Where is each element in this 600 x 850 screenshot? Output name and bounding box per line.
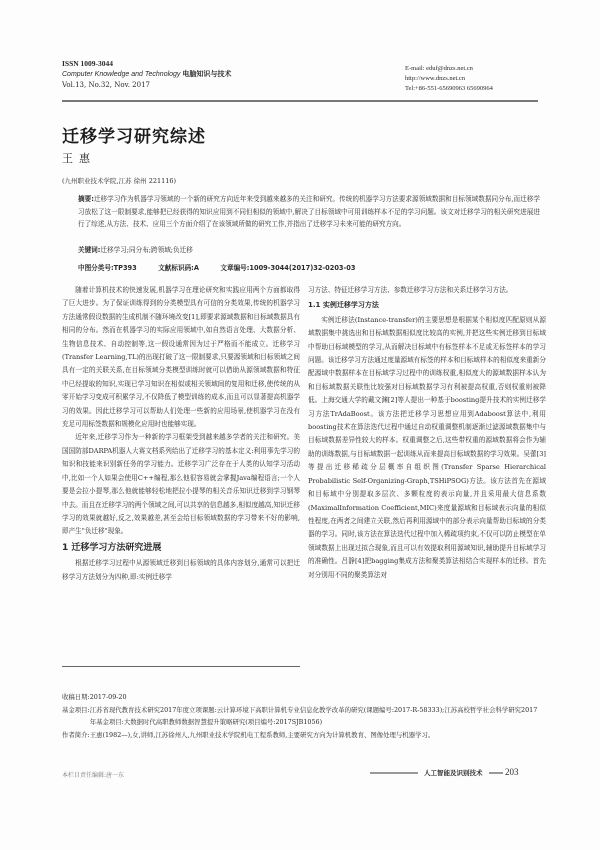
keywords: [78, 244, 193, 254]
column-editor: 本栏目责任编辑:唐一东: [62, 772, 125, 779]
author-bio: [62, 729, 542, 742]
footnotes: [62, 691, 542, 741]
journal-header-right: [405, 64, 493, 94]
author-affiliation: (九州职业技术学院,江苏 徐州 221116): [62, 177, 177, 185]
body-column-left: [62, 284, 300, 584]
classification-line: [78, 262, 355, 272]
doc-code-label: 文献标识码:: [158, 264, 194, 272]
journal-name: [62, 69, 231, 80]
section-name: 人工智能及识别技术: [424, 769, 483, 777]
clc-value: TP393: [113, 264, 137, 272]
article-author: 王惠: [62, 152, 96, 165]
abstract-text: 迁移学习作为机器学习领域的一个新的研究方向近年来受到越来越多的关注和研究。传统的机器学习方法要求源领域数据和目标领域数据同分布,而迁移学习放松了这一限制要求,能够把已经获得的知识应用到不同但相似的领域中,解决了目标领域中可用训练样本不足的学习问题。该文对迁移学习的相关研究进展进行了综述,从方法、技术、应用三个方面介绍了在该领域所做的研究工作,并指出了迁移学习未来可能的研究方向。: [78, 195, 540, 228]
keywords-label: 关键词:: [78, 246, 101, 254]
journal-name-en: Computer Knowledge and Technology: [62, 71, 181, 78]
volume-info: Vol.13, No.32, Nov. 2017: [62, 81, 150, 89]
paragraph: 实例迁移法(Instance-transfer)的主要思想是根据某个相似度匹配原则从源域数据集中挑选出和目标域数据相似度比较高的实例,并把这些实例迁移到目标域中帮助目标域模型的学习,从而解决目标域中有标签样本不足或无标签样本的学习问题。该迁移学习方法通过度量源域有标签的样本和目标域样本的相似度来重新分配源域中数据样本在目标域学习过程中的训练权重,相似度大的源域数据样本认为和目标域数据关联性比较强对目标域数据学习有利被提高权重,否则权重则被降低。上海交通大学的戴文渊[2]等人提出一种基于boosting提升技术的实例迁移学习方法TrAdaBoost。该方法把迁移学习思想应用到Adaboost算法中,利用boosting技术在算法迭代过程中通过自动权重调整机制逐渐过滤源域数据集中与目标域数据差异性较大的样本。权重调整之后,这些带权重的源域数据将会作为辅助的训练数据,与目标域数据一起训练从而来提高目标域数据的学习效果。吴蕾[3]等提出迁移稀疏分层概率自组织图(Transfer Sparse Hierarchical Probabilistic Self-Organizing-Graph,TSHiPSOG)方法。该方法首先在源域和目标域中分别提取多层次、多颗粒度的表示向量,并且采用最大信息系数(MaximalInformation Coefficient,MIC)来度量源域和目标域表示向量的相似性程度,在两者之间建立关联,然后再利用源域中的部分表示向量帮助目标域的分类器的学习。同时,该方法在算法迭代过程中加入稀疏项约束,不仅可以防止模型在单领域数据上出现过拟合现象,而且可以有效提取利用源域知识,辅助提升目标域学习的准确性。吕静[4]把bagging集成方法和聚类算法相结合实现样本的迁移。首先对分别用不同的聚类算法对: [308, 315, 546, 579]
page-number: 203: [505, 767, 519, 777]
received-value: 2017-09-20: [89, 693, 127, 701]
fund-label: 基金项目:: [62, 705, 90, 714]
section-heading-1: 1 迁移学习方法研究进展: [62, 542, 162, 553]
abstract-label: 摘要:: [78, 195, 94, 203]
bio-label: 作者简介:: [62, 730, 90, 739]
journal-header-left: [62, 58, 231, 91]
bio-value: 王惠(1982—),女,讲师,江苏徐州人,九州职业技术学院机电工程系教师,主要研究方向为计算机教育、图像处理与机器学习。: [89, 730, 435, 739]
paragraph: 随着计算机技术的快速发展,机器学习在理论研究和实践应用两个方面都取得了巨大进步。为了保证训练得到的分类模型具有可信的分类效果,传统的机器学习方法通常假设数据的生成机制不随环境改变[1],即要求源域数据和目标域数据具有相同的分布。然而在机器学习的实际应用领域中,如自然语言处理、大数据分析、生物信息技术、自动控制等,这一假设通常因为过于严格而不能成立。迁移学习(Transfer Learning,TL)的出现打破了这一限制要求,只要源领域和目标领域之间具有一定的关联关系,在目标领域分类模型训练时就可以借助从源领域数据和特征中已经提取的知识,实现已学习知识在相似或相关领域间的复用和迁移,使传统的从零开始学习变成可积累学习,不仅降低了模型训练的成本,而且可以显著提高机器学习的效果。因此迁移学习可以帮助人们处理一些新的应用场景,使机器学习在没有充足可用标签数据和规模化应用时也能够实现。: [62, 286, 300, 429]
section-bar-right: [489, 772, 503, 774]
article-no-value: 1009-3044(2017)32-0203-03: [249, 264, 356, 272]
section-heading-1-1: 1.1 实例迁移学习方法: [308, 301, 379, 310]
doc-code-value: A: [193, 264, 199, 272]
issn: ISSN 1009-3044: [62, 59, 114, 68]
contact-email[interactable]: E-mail: eduf@dnzs.net.cn: [405, 65, 473, 72]
article-no-label: 文章编号:: [220, 264, 250, 272]
header-divider: [62, 100, 538, 102]
body-column-right: [308, 284, 546, 582]
section-tag: [370, 768, 503, 777]
fund-value: 江苏省现代教育技术研究2017年度立项课题:云计算环境下高职计算机专业信息化教学改革的研究(课题编号:2017-R-58333);江苏高校哲学社会科学研究2017年基金项目:大数据时代高职教师数据智慧提升策略研究(项目编号:2017SJB1056): [89, 705, 538, 726]
journal-name-cn: 电脑知识与技术: [182, 71, 232, 78]
contact-tel: Tel:+86-551-65690963 65690964: [405, 85, 493, 92]
article-title: 迁移学习研究综述: [62, 127, 206, 147]
contact-website[interactable]: http://www.dnzs.net.cn: [405, 75, 466, 82]
keywords-text: 迁移学习;同分布;跨领域;负迁移: [100, 246, 193, 254]
received-date: [62, 691, 542, 704]
paragraph: 习方法、特征迁移学习方法、参数迁移学习方法和关系迁移学习方法。: [308, 286, 513, 294]
paragraph: 根据迁移学习过程中从源领域迁移到目标领域的具体内容划分,通常可以把迁移学习方法划分为四种,即:实例迁移学: [62, 559, 300, 581]
clc-label: 中图分类号:: [78, 264, 114, 272]
footnote-divider: [62, 666, 300, 667]
paragraph: 近年来,迁移学习作为一种新的学习框架受到越来越多学者的关注和研究。美国国防部DARPA机器人大赛文档系列给出了迁移学习的基本定义:利用事先学习的知识和技能来识别新任务的学习能力。迁移学习广泛存在于人类的认知学习活动中,比如一个人如果会使用C++编程,那么他很容易就会掌握Java编程语言;一个人要是会拉小提琴,那么他就能够轻松地把拉小提琴的相关音乐知识迁移到学习钢琴中去。而且在迁移学习的两个领域之间,可以共享的信息越多,相似度越高,知识迁移学习的效果就越好,反之,效果越差,甚至会给目标领域数据的学习带来不好的影响,即产生"负迁移"现象。: [62, 433, 300, 536]
received-label: 收稿日期:: [62, 693, 90, 701]
section-bar-left: [370, 772, 418, 774]
abstract: [78, 193, 540, 231]
fund-info: [62, 704, 542, 729]
